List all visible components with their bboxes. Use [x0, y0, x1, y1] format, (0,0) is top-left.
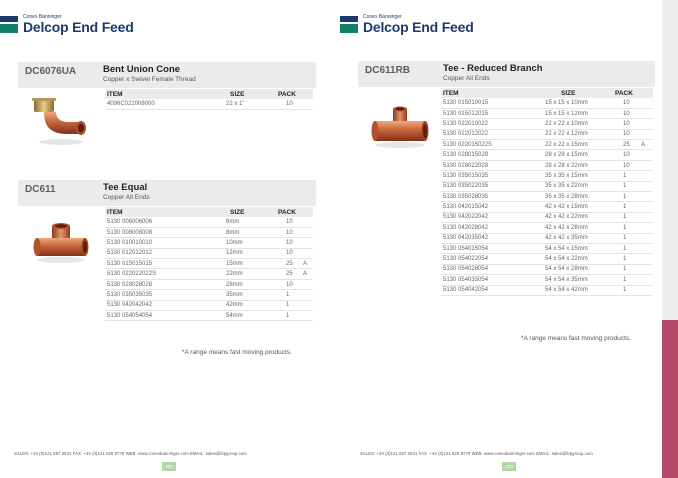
table-row [105, 99, 313, 109]
bent-union-cone-fitting-icon [30, 94, 92, 146]
cell-flag [641, 202, 653, 212]
table-row [105, 227, 313, 237]
column-header-pack: PACK [611, 88, 641, 98]
cell-pack: 25 [270, 269, 303, 279]
cell-item: 5130 054035054 [441, 275, 541, 285]
cell-item: 5130 022010022 [441, 119, 541, 129]
cell-flag [303, 279, 313, 289]
cell-size: 54mm [222, 311, 270, 321]
cell-pack: 10 [270, 99, 303, 109]
catalogue-page-right [340, 0, 662, 478]
cell-item: 5130 035015035 [441, 171, 541, 181]
cell-flag [641, 275, 653, 285]
table-row [441, 233, 653, 243]
table-row [441, 202, 653, 212]
cell-pack: 1 [611, 171, 641, 181]
product-code: DC6076UA [25, 66, 77, 77]
cell-size: 15 x 15 x 12mm [541, 108, 611, 118]
cell-item: 5130 022012022 [441, 129, 541, 139]
table-row [441, 150, 653, 160]
cell-item: 5130 012012012 [105, 248, 222, 258]
cell-pack: 1 [270, 290, 303, 300]
product-title: Tee - Reduced Branch [443, 63, 543, 74]
table-row [105, 290, 313, 300]
cell-flag [303, 217, 313, 227]
cell-size: 22 x 22 x 10mm [541, 119, 611, 129]
dc6076ua-table [105, 89, 313, 110]
cell-flag [303, 300, 313, 310]
product-code: DC611RB [365, 65, 411, 76]
cell-flag [303, 99, 313, 109]
cell-size: 28 x 28 x 15mm [541, 150, 611, 160]
cell-size: 35 x 35 x 15mm [541, 171, 611, 181]
table-row [441, 181, 653, 191]
brand-header [340, 14, 474, 35]
table-row [441, 108, 653, 118]
cell-pack: 10 [611, 98, 641, 108]
contact-footer: SALES: +44 (0)121 557 2831 FAX: +44 (0)121 520 8778 WEB: www.conexbanninger.com EMAIL: sales@ibpgroup.com [14, 451, 247, 456]
cell-item: 5130 054042054 [441, 285, 541, 295]
product-subtitle: Copper All Ends [443, 75, 490, 82]
column-header-pack: PACK [270, 207, 303, 217]
cell-item: 5130 054054054 [105, 311, 222, 321]
product-subtitle: Copper All Ends [103, 194, 150, 201]
conex-logo-icon [340, 16, 358, 33]
cell-size: 42mm [222, 300, 270, 310]
table-row [441, 285, 653, 295]
cell-item: 5130 042022042 [441, 212, 541, 222]
dc611-table [105, 207, 313, 321]
table-row [441, 171, 653, 181]
cell-size: 22 x 22 x 12mm [541, 129, 611, 139]
tee-equal-fitting-icon [32, 222, 90, 264]
column-header-size: SIZE [222, 207, 270, 217]
conex-logo-icon [0, 16, 18, 33]
contact-footer: SALES: +44 (0)121 557 2831 FAX: +44 (0)121 520 8778 WEB: www.conexbanninger.com EMAIL: sales@ibpgroup.com [360, 451, 593, 456]
cell-size: 35 x 35 x 22mm [541, 181, 611, 191]
cell-flag [303, 290, 313, 300]
section-header [18, 62, 316, 88]
cell-size: 15 x 15 x 10mm [541, 98, 611, 108]
cell-item: 5130 015010015 [441, 98, 541, 108]
cell-size: 10mm [222, 238, 270, 248]
table-row [441, 160, 653, 170]
cell-size: 22mm [222, 269, 270, 279]
table-row [105, 248, 313, 258]
cell-pack: 1 [270, 300, 303, 310]
cell-pack: 1 [611, 212, 641, 222]
dc611rb-table [441, 88, 653, 296]
table-row [441, 243, 653, 253]
cell-item: 5130 022022022S [105, 269, 222, 279]
cell-flag [641, 119, 653, 129]
cell-item: 5130 042035042 [441, 233, 541, 243]
brand-title: Delcop End Feed [23, 19, 134, 35]
cell-flag [641, 264, 653, 274]
cell-size: 42 x 42 x 15mm [541, 202, 611, 212]
cell-size: 12mm [222, 248, 270, 258]
table-row [441, 264, 653, 274]
cell-item: 5130 022015022S [441, 140, 541, 150]
cell-pack: 10 [611, 119, 641, 129]
cell-pack: 1 [611, 202, 641, 212]
cell-item: 5130 054022054 [441, 254, 541, 264]
cell-pack: 10 [611, 108, 641, 118]
cell-pack: 25 [270, 259, 303, 269]
cell-item: 5130 028022028 [441, 160, 541, 170]
cell-pack: 1 [611, 275, 641, 285]
brand-title: Delcop End Feed [363, 19, 474, 35]
cell-size: 54 x 54 x 42mm [541, 285, 611, 295]
cell-size: 54 x 54 x 15mm [541, 243, 611, 253]
cell-item: 5130 028028028 [105, 279, 222, 289]
cell-item: 5130 035028035 [441, 192, 541, 202]
column-header-size: SIZE [222, 89, 270, 99]
cell-size: 35mm [222, 290, 270, 300]
cell-size: 8mm [222, 227, 270, 237]
table-header-row [105, 207, 313, 217]
cell-flag [641, 108, 653, 118]
cell-size: 42 x 42 x 28mm [541, 223, 611, 233]
cell-item: 5130 054015054 [441, 243, 541, 253]
cell-pack: 10 [611, 160, 641, 170]
tee-reduced-branch-fitting-icon [370, 105, 430, 149]
table-row [105, 311, 313, 321]
cell-size: 54 x 54 x 28mm [541, 264, 611, 274]
table-row [441, 275, 653, 285]
table-row [441, 254, 653, 264]
cell-flag [303, 227, 313, 237]
cell-flag: A [303, 259, 313, 269]
table-row [105, 300, 313, 310]
cell-pack: 1 [270, 311, 303, 321]
cell-flag [641, 285, 653, 295]
cell-size: 6mm [222, 217, 270, 227]
cell-item: 5130 028015028 [441, 150, 541, 160]
cell-item: 5130 054028054 [441, 264, 541, 274]
cell-size: 22 x 22 x 15mm [541, 140, 611, 150]
cell-flag [641, 254, 653, 264]
column-header-pack: PACK [270, 89, 303, 99]
product-title: Tee Equal [103, 182, 148, 193]
product-title: Bent Union Cone [103, 64, 181, 75]
cell-flag [641, 243, 653, 253]
cell-item: 5130 015012015 [441, 108, 541, 118]
cell-pack: 10 [270, 217, 303, 227]
brand-company: Conex Bänninger [23, 14, 62, 20]
cell-pack: 1 [611, 192, 641, 202]
cell-flag: A [641, 140, 653, 150]
table-header-row [105, 89, 313, 99]
cell-pack: 1 [611, 181, 641, 191]
section-edge-tab [662, 320, 678, 478]
cell-size: 28mm [222, 279, 270, 289]
cell-flag [641, 160, 653, 170]
cell-flag [641, 150, 653, 160]
cell-size: 42 x 42 x 35mm [541, 233, 611, 243]
cell-pack: 1 [611, 285, 641, 295]
cell-item: 5130 042028042 [441, 223, 541, 233]
table-row [441, 119, 653, 129]
table-row [105, 259, 313, 269]
cell-size: 15mm [222, 259, 270, 269]
cell-item: 5130 010010010 [105, 238, 222, 248]
cell-item: 5130 042042042 [105, 300, 222, 310]
cell-size: 42 x 42 x 22mm [541, 212, 611, 222]
cell-pack: 10 [270, 238, 303, 248]
fast-moving-note: *A range means fast moving products. [182, 349, 292, 356]
cell-flag: A [303, 269, 313, 279]
cell-flag [641, 192, 653, 202]
cell-flag [641, 212, 653, 222]
cell-pack: 10 [611, 129, 641, 139]
cell-flag [641, 233, 653, 243]
cell-size: 28 x 28 x 22mm [541, 160, 611, 170]
cell-flag [303, 311, 313, 321]
cell-pack: 1 [611, 223, 641, 233]
cell-flag [641, 171, 653, 181]
column-header-size: SIZE [541, 88, 611, 98]
cell-item: 5130 015015015 [105, 259, 222, 269]
cell-flag [641, 129, 653, 139]
cell-flag [303, 248, 313, 258]
section-header [18, 180, 316, 206]
column-header-item: ITEM [441, 88, 541, 98]
cell-pack: 10 [270, 279, 303, 289]
product-subtitle: Copper x Swivel Female Thread [103, 76, 196, 83]
table-row [441, 98, 653, 108]
cell-flag [641, 223, 653, 233]
cell-flag [303, 238, 313, 248]
cell-pack: 10 [611, 150, 641, 160]
table-row [105, 279, 313, 289]
table-row [105, 269, 313, 279]
cell-item: 5130 006006006 [105, 217, 222, 227]
brand-header [0, 14, 134, 35]
page-number: 203 [502, 462, 516, 471]
table-row [441, 192, 653, 202]
cell-size: 22 x 1" [222, 99, 270, 109]
table-header-row [441, 88, 653, 98]
table-row [441, 140, 653, 150]
cell-pack: 1 [611, 233, 641, 243]
page-number: 200 [162, 462, 176, 471]
column-header-item: ITEM [105, 89, 222, 99]
cell-flag [641, 98, 653, 108]
cell-size: 54 x 54 x 22mm [541, 254, 611, 264]
fast-moving-note: *A range means fast moving products. [521, 335, 631, 342]
cell-item: 4096C022008000 [105, 99, 222, 109]
cell-pack: 10 [270, 227, 303, 237]
table-row [105, 217, 313, 227]
cell-flag [641, 181, 653, 191]
section-header [358, 61, 655, 87]
column-header-item: ITEM [105, 207, 222, 217]
product-code: DC611 [25, 184, 56, 195]
cell-size: 35 x 35 x 28mm [541, 192, 611, 202]
table-row [441, 129, 653, 139]
cell-pack: 1 [611, 254, 641, 264]
cell-item: 5130 035022035 [441, 181, 541, 191]
cell-item: 5130 035035035 [105, 290, 222, 300]
cell-pack: 1 [611, 264, 641, 274]
table-row [441, 223, 653, 233]
table-row [105, 238, 313, 248]
table-row [441, 212, 653, 222]
cell-pack: 10 [270, 248, 303, 258]
cell-pack: 1 [611, 243, 641, 253]
brand-company: Conex Bänninger [363, 14, 402, 20]
cell-item: 5130 042015042 [441, 202, 541, 212]
cell-pack: 25 [611, 140, 641, 150]
cell-size: 54 x 54 x 35mm [541, 275, 611, 285]
cell-item: 5130 008008008 [105, 227, 222, 237]
